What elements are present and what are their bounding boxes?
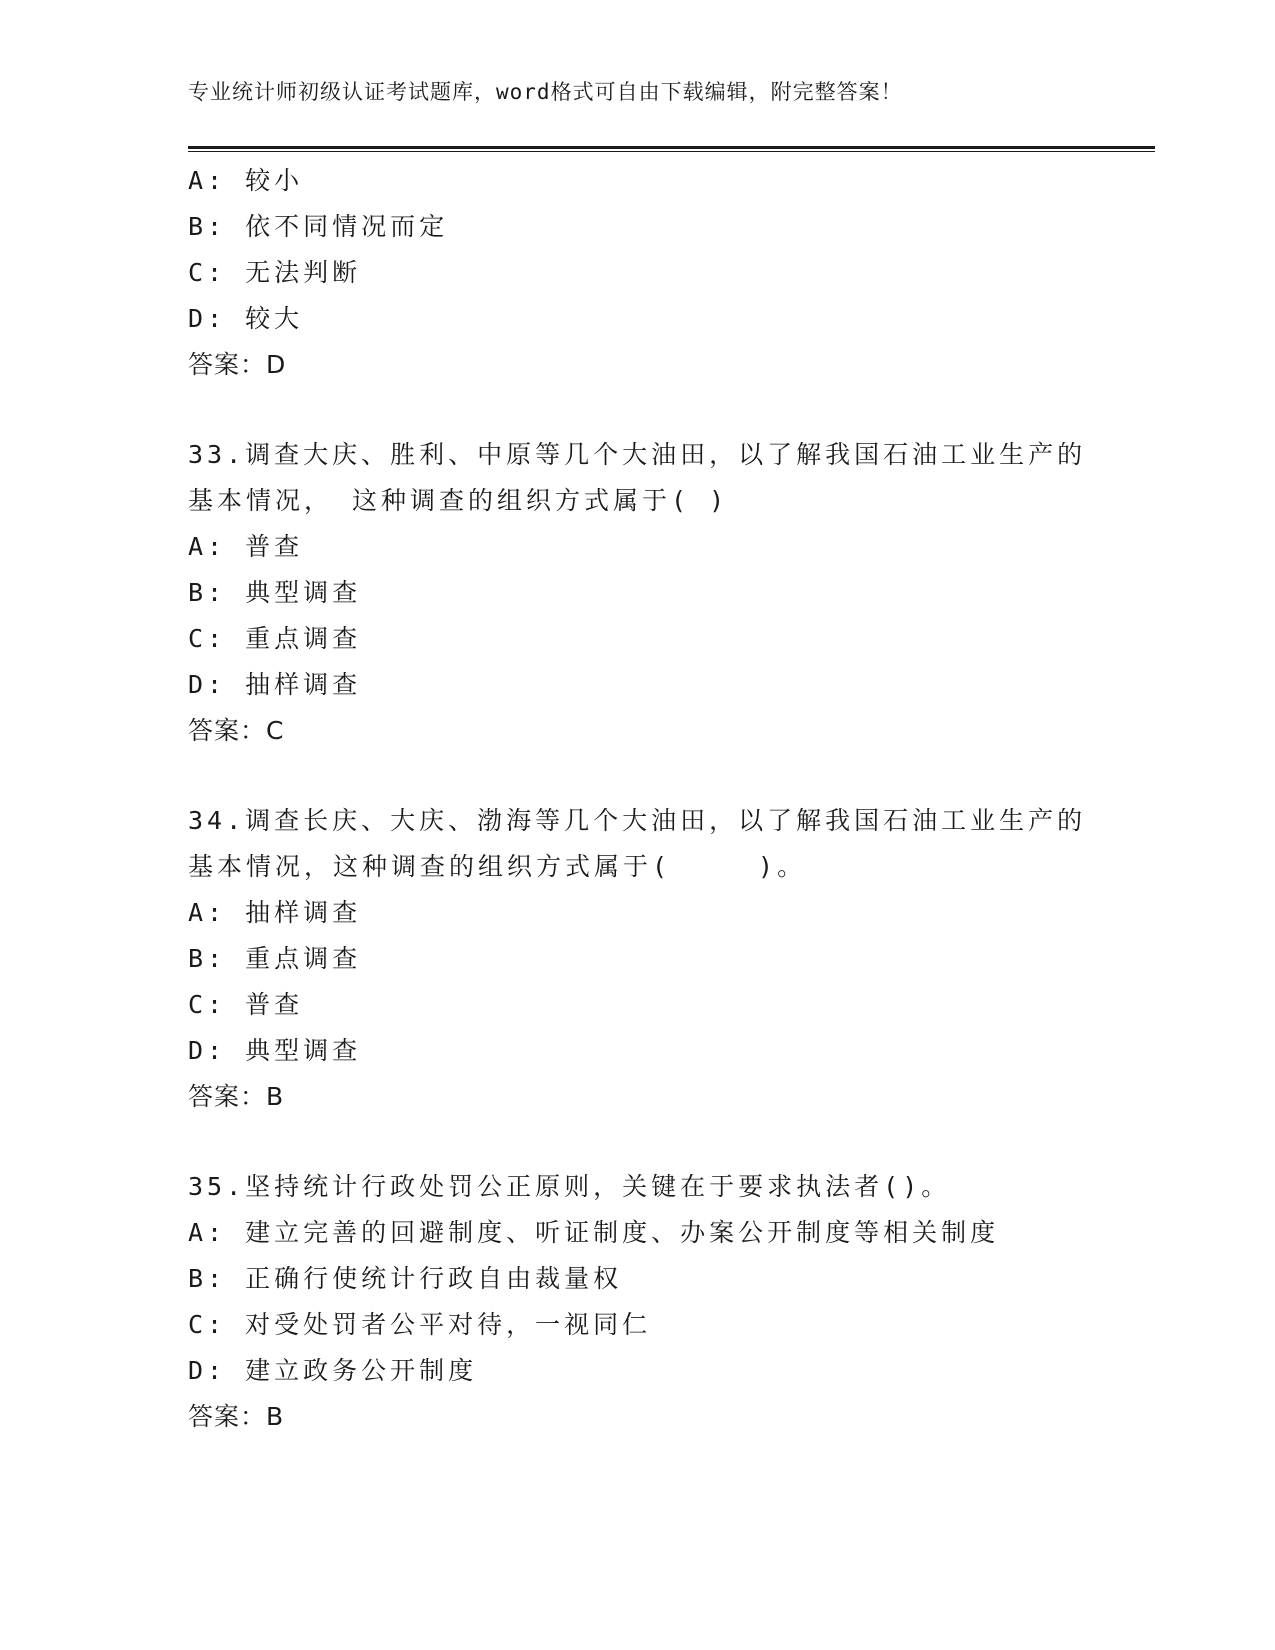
option-d: D: 抽样调查 bbox=[188, 670, 362, 699]
question-stem: 33.调查大庆、胜利、中原等几个大油田，以了解我国石油工业生产的 bbox=[188, 440, 1087, 469]
option-c: C: 对受处罚者公平对待，一视同仁 bbox=[188, 1310, 652, 1339]
option-b: B: 典型调查 bbox=[188, 578, 362, 607]
option-d: D: 较大 bbox=[188, 304, 304, 333]
option-a: A: 普查 bbox=[188, 532, 304, 561]
question-35 bbox=[188, 1164, 1088, 1440]
question-stem: 基本情况， 这种调查的组织方式属于( ) bbox=[188, 486, 729, 515]
question-stem: 34.调查长庆、大庆、渤海等几个大油田，以了解我国石油工业生产的 bbox=[188, 806, 1087, 835]
question-32-tail bbox=[188, 158, 1088, 388]
header-divider bbox=[188, 146, 1155, 152]
answer: 答案：B bbox=[188, 1402, 285, 1431]
answer: 答案：B bbox=[188, 1082, 285, 1111]
question-34 bbox=[188, 798, 1088, 1120]
page-header: 专业统计师初级认证考试题库，word格式可自由下载编辑，附完整答案！ bbox=[188, 80, 903, 104]
question-stem: 35.坚持统计行政处罚公正原则，关键在于要求执法者()。 bbox=[188, 1172, 951, 1201]
question-33 bbox=[188, 432, 1088, 754]
option-c: C: 无法判断 bbox=[188, 258, 362, 287]
answer: 答案：D bbox=[188, 350, 287, 379]
option-c: C: 重点调查 bbox=[188, 624, 362, 653]
option-b: B: 正确行使统计行政自由裁量权 bbox=[188, 1264, 623, 1293]
option-a: A: 较小 bbox=[188, 166, 304, 195]
option-a: A: 建立完善的回避制度、听证制度、办案公开制度等相关制度 bbox=[188, 1218, 1000, 1247]
option-d: D: 建立政务公开制度 bbox=[188, 1356, 478, 1385]
answer: 答案：C bbox=[188, 716, 285, 745]
option-d: D: 典型调查 bbox=[188, 1036, 362, 1065]
option-a: A: 抽样调查 bbox=[188, 898, 362, 927]
option-b: B: 重点调查 bbox=[188, 944, 362, 973]
option-c: C: 普查 bbox=[188, 990, 304, 1019]
question-list bbox=[188, 158, 1088, 1440]
question-stem: 基本情况，这种调查的组织方式属于( )。 bbox=[188, 852, 807, 881]
option-b: B: 依不同情况而定 bbox=[188, 212, 449, 241]
